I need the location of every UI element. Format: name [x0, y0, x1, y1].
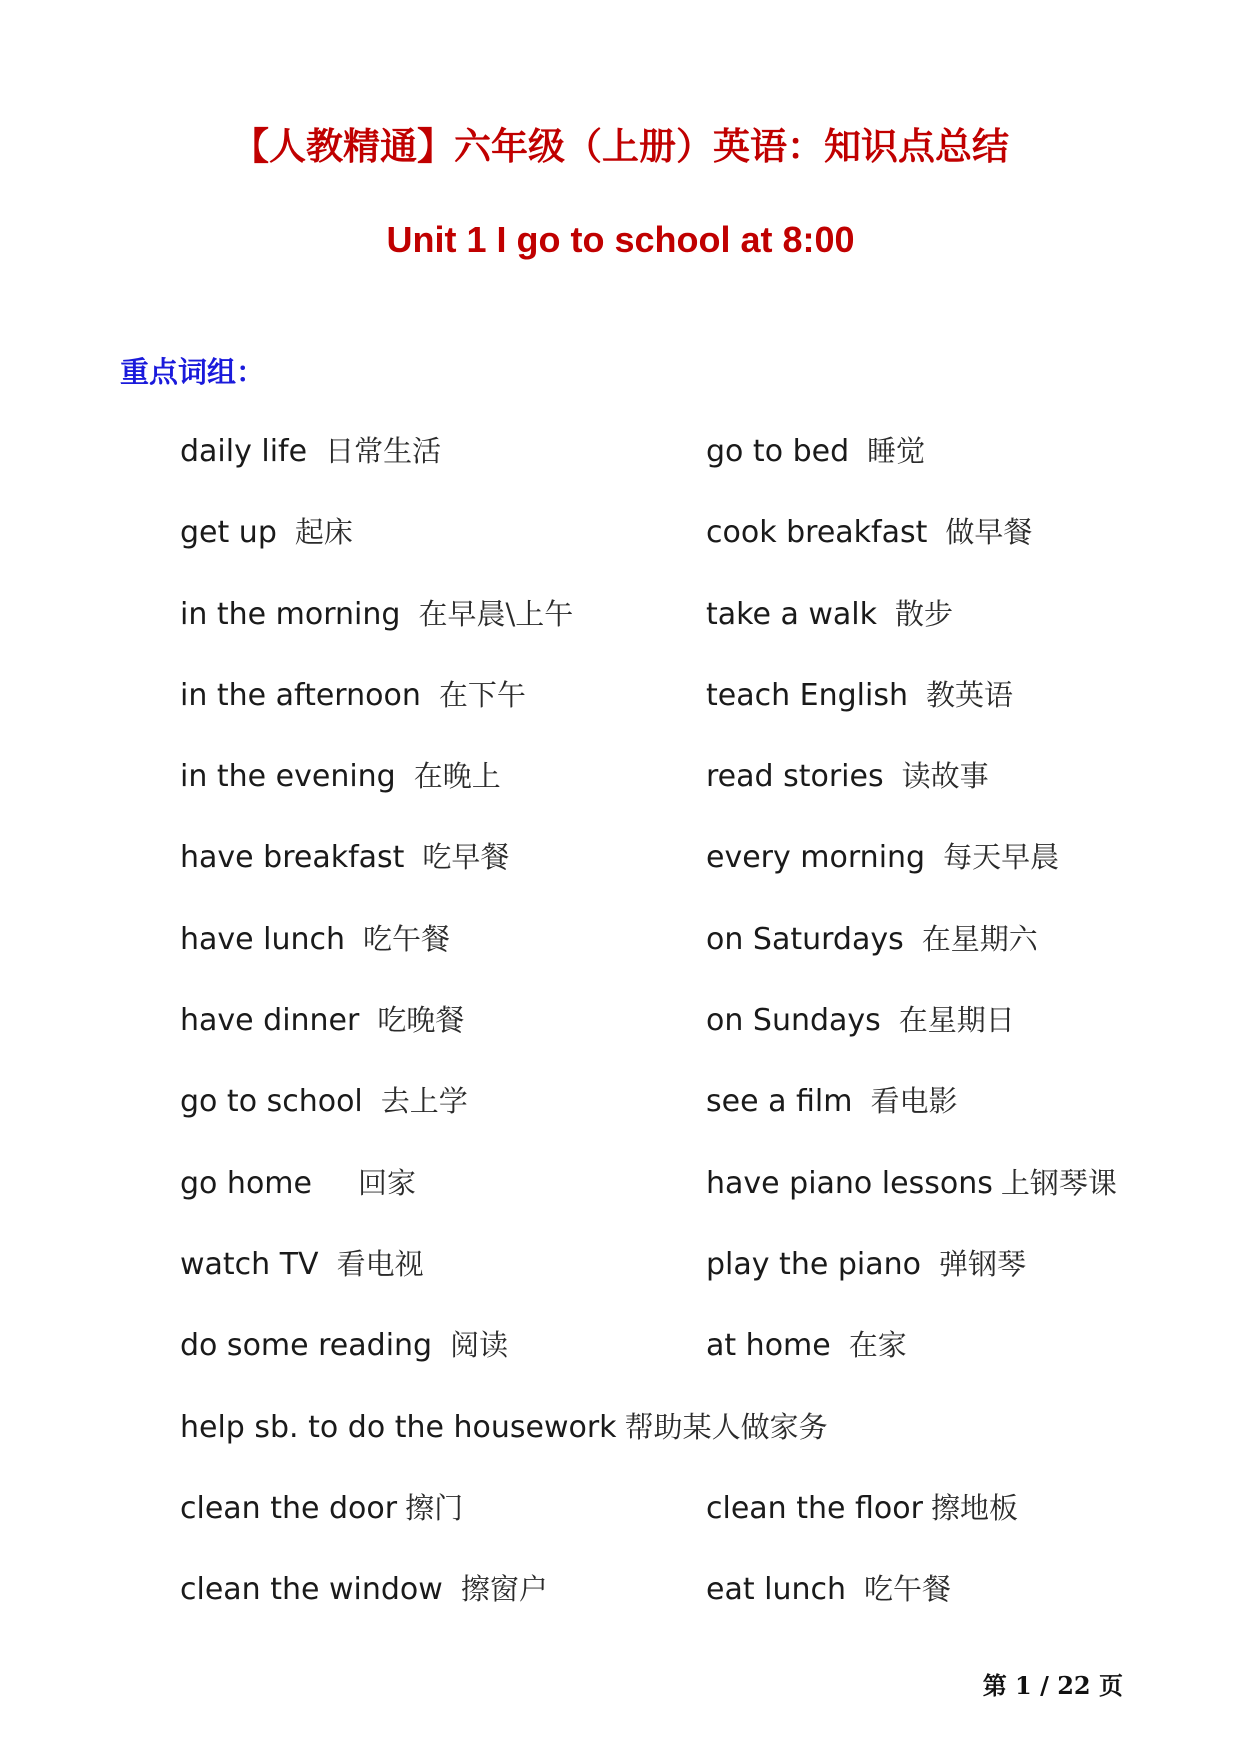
phrase-item: [706, 1076, 957, 1126]
phrase-chinese: 做早餐: [945, 515, 1033, 550]
phrase-english: teach English: [706, 677, 908, 713]
phrase-chinese: 去上学: [380, 1084, 468, 1119]
phrase-row: [180, 1320, 1140, 1401]
phrase-chinese: 看电影: [870, 1084, 958, 1119]
phrase-english: go home: [180, 1165, 312, 1201]
phrase-row: [180, 1483, 1140, 1564]
phrase-english: have piano lessons: [706, 1165, 993, 1201]
phrase-row: [180, 1239, 1140, 1320]
phrase-english: go to school: [180, 1084, 363, 1120]
phrase-chinese: 回家: [357, 1165, 416, 1200]
phrase-english: have breakfast: [180, 840, 405, 876]
phrase-english: watch TV: [180, 1246, 319, 1282]
phrase-item: [706, 426, 925, 476]
phrase-row: [180, 1402, 1140, 1483]
phrase-chinese: 擦地板: [930, 1490, 1018, 1525]
phrase-chinese: 擦门: [405, 1490, 464, 1525]
phrase-chinese: 擦窗户: [460, 1572, 548, 1607]
phrase-english: cook breakfast: [706, 515, 928, 551]
phrase-item: [706, 914, 1038, 964]
phrase-chinese: 在下午: [438, 677, 526, 712]
phrase-item: [180, 751, 501, 801]
phrase-chinese: 在星期日: [898, 1003, 1015, 1038]
phrase-item: [180, 1158, 416, 1208]
phrase-item: [706, 1158, 1117, 1208]
phrase-row: [180, 995, 1140, 1076]
phrase-chinese: 帮助某人做家务: [624, 1409, 828, 1444]
phrase-row: [180, 1158, 1140, 1239]
section-heading: 重点词组：: [120, 355, 266, 389]
phrase-row: [180, 914, 1140, 995]
phrase-chinese: 看电视: [336, 1246, 424, 1281]
phrase-item: [706, 1320, 907, 1370]
phrase-chinese: 在家: [848, 1328, 907, 1363]
phrase-row: [180, 751, 1140, 832]
phrase-item: [706, 751, 989, 801]
phrase-item: [180, 670, 526, 720]
phrase-list: [180, 426, 1140, 1645]
phrase-english: play the piano: [706, 1246, 921, 1282]
phrase-english: at home: [706, 1328, 831, 1364]
phrase-chinese: 起床: [294, 515, 353, 550]
phrase-item: [706, 507, 1032, 557]
phrase-item: [180, 1239, 424, 1289]
phrase-chinese: 吃早餐: [422, 840, 510, 875]
phrase-english: on Sundays: [706, 1003, 881, 1039]
phrase-english: have dinner: [180, 1003, 360, 1039]
phrase-english: eat lunch: [706, 1572, 847, 1608]
phrase-item: [180, 1564, 548, 1614]
phrase-chinese: 教英语: [925, 677, 1013, 712]
phrase-chinese: 吃晚餐: [377, 1003, 465, 1038]
phrase-item: [706, 589, 953, 639]
phrase-english: read stories: [706, 759, 884, 795]
phrase-chinese: 吃午餐: [864, 1572, 952, 1607]
phrase-chinese: 睡觉: [867, 434, 926, 468]
phrase-item: [706, 1239, 1026, 1289]
phrase-row: [180, 670, 1140, 751]
page-number: 第 1 / 22 页: [982, 1671, 1123, 1700]
phrase-chinese: 在晚上: [413, 759, 501, 794]
phrase-item: [706, 995, 1015, 1045]
phrase-chinese: 阅读: [450, 1328, 509, 1363]
phrase-item: [706, 832, 1059, 882]
phrase-row: [180, 507, 1140, 588]
phrase-row: [180, 832, 1140, 913]
phrase-chinese: 读故事: [901, 759, 989, 794]
phrase-item: [180, 995, 464, 1045]
phrase-english: clean the door: [180, 1490, 398, 1526]
unit-title: Unit 1 I go to school at 8:00: [386, 219, 855, 260]
phrase-english: help sb. to do the housework: [180, 1409, 617, 1445]
phrase-english: daily life: [180, 434, 308, 469]
phrase-item: [180, 1483, 463, 1533]
phrase-chinese: 日常生活: [325, 434, 442, 468]
phrase-item: [180, 589, 573, 639]
phrase-english: see a film: [706, 1084, 853, 1120]
phrase-item: [180, 1320, 508, 1370]
phrase-item: [180, 914, 450, 964]
phrase-item: [180, 1402, 828, 1452]
phrase-chinese: 吃午餐: [363, 921, 451, 956]
phrase-item: [706, 1483, 1018, 1533]
phrase-row: [180, 426, 1140, 507]
phrase-item: [706, 670, 1013, 720]
phrase-chinese: 上钢琴课: [1000, 1165, 1117, 1200]
phrase-english: get up: [180, 515, 277, 551]
phrase-item: [180, 832, 509, 882]
phrase-english: every morning: [706, 840, 926, 876]
phrase-english: clean the floor: [706, 1490, 923, 1526]
phrase-english: on Saturdays: [706, 921, 904, 957]
phrase-item: [180, 426, 441, 476]
phrase-chinese: 每天早晨: [943, 840, 1060, 875]
phrase-item: [180, 507, 353, 557]
phrase-english: have lunch: [180, 921, 346, 957]
phrase-row: [180, 1076, 1140, 1157]
phrase-english: go to bed: [706, 434, 850, 469]
phrase-row: [180, 1564, 1140, 1645]
phrase-chinese: 散步: [895, 596, 954, 631]
phrase-english: do some reading: [180, 1328, 433, 1364]
phrase-english: in the evening: [180, 759, 396, 795]
phrase-row: [180, 589, 1140, 670]
phrase-english: in the morning: [180, 596, 401, 632]
phrase-english: in the afternoon: [180, 677, 421, 713]
phrase-chinese: 在早晨\上午: [418, 596, 574, 631]
phrase-chinese: 在星期六: [921, 921, 1038, 956]
phrase-chinese: 弹钢琴: [938, 1246, 1026, 1281]
phrase-english: clean the window: [180, 1572, 443, 1608]
phrase-english: take a walk: [706, 596, 877, 632]
phrase-item: [180, 1076, 468, 1126]
document-title: 【人教精通】六年级（上册）英语：知识点总结: [232, 124, 1009, 168]
phrase-item: [706, 1564, 951, 1614]
